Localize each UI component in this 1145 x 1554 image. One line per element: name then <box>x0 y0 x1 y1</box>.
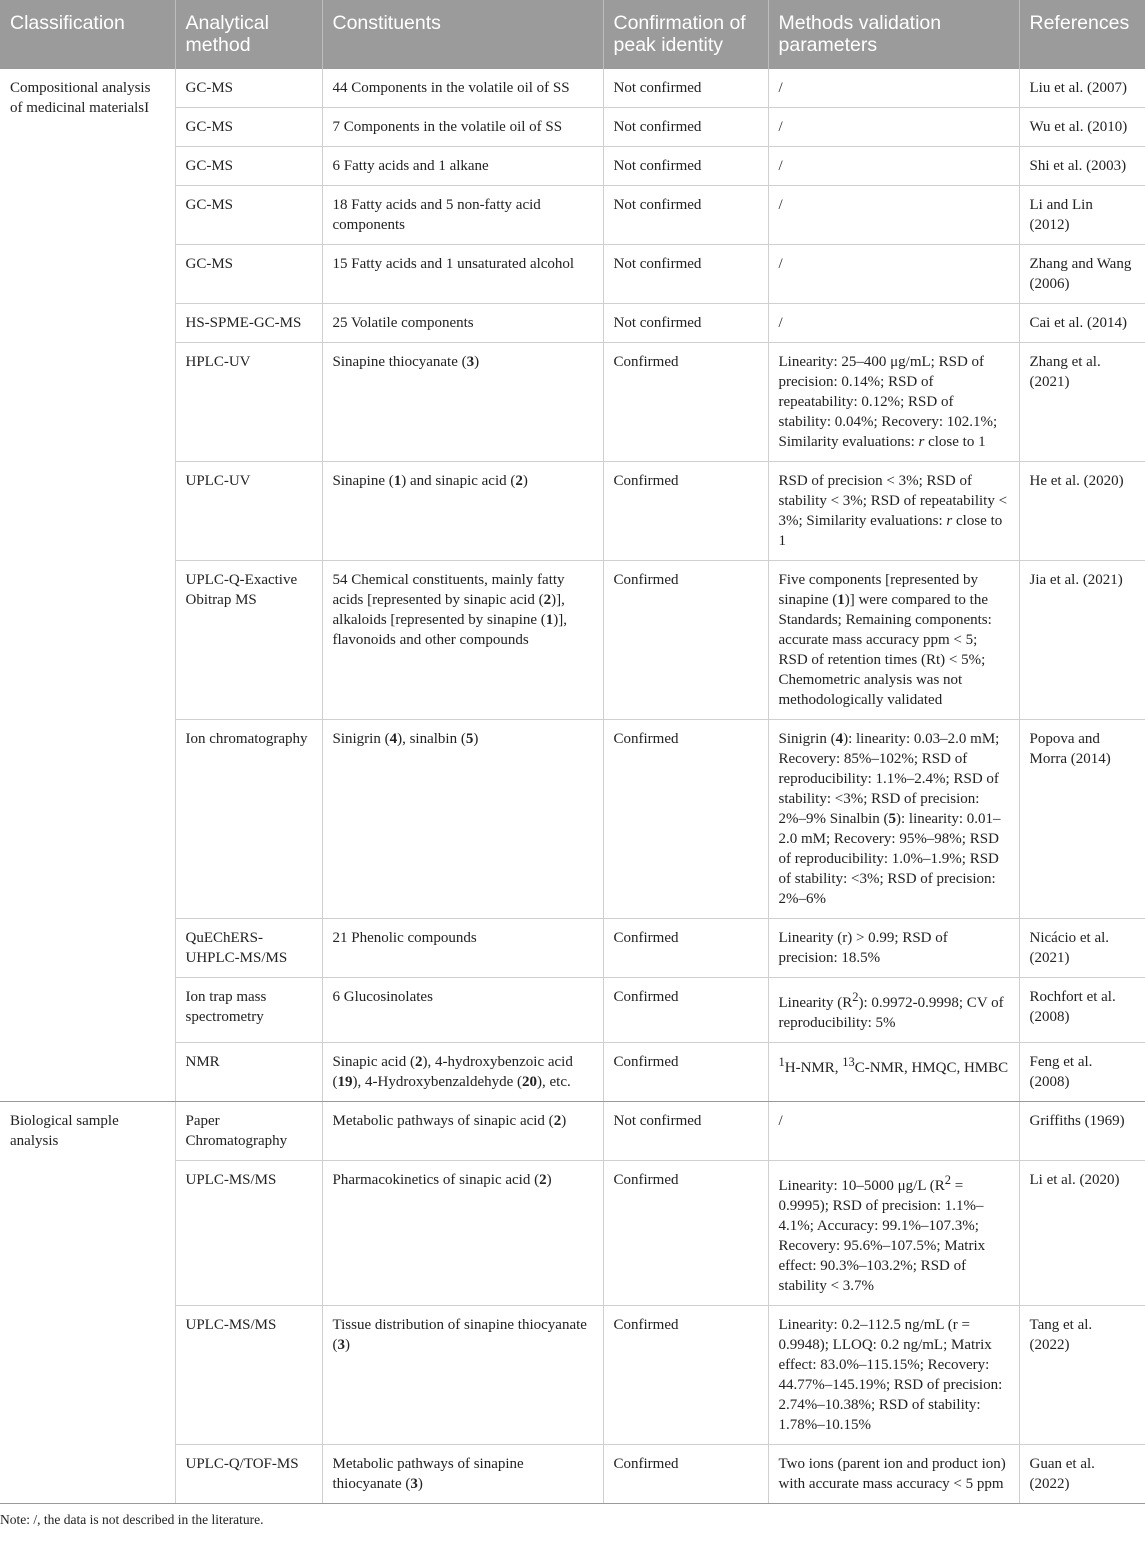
constituents-cell <box>322 978 603 1043</box>
compound-number: 5 <box>465 731 474 747</box>
validation-cell <box>768 1102 1019 1161</box>
validation-cell <box>768 147 1019 186</box>
text-segment: Linearity: 25–400 μg/mL; RSD of precision: 0.14%; RSD of repeatability: 0.12%; RSD of stability: 0.04%; Recovery: 102.1%; Similarity evaluations: <box>778 354 998 450</box>
validation-cell <box>768 1161 1019 1306</box>
compound-number: 2 <box>539 1172 547 1188</box>
text-segment: / <box>778 80 783 96</box>
text-segment: Five components [represented by sinapine ( <box>778 572 979 608</box>
reference-cell: Nicácio et al. (2021) <box>1019 919 1145 978</box>
superscript: 1 <box>778 1055 785 1069</box>
reference-cell: Zhang and Wang (2006) <box>1019 245 1145 304</box>
validation-cell <box>768 561 1019 720</box>
validation-cell <box>768 919 1019 978</box>
validation-cell <box>768 978 1019 1043</box>
confirmation-cell: Confirmed <box>603 561 768 720</box>
text-segment: ) and sinapic acid ( <box>401 473 516 489</box>
header-confirmation: Confirmation of peak identity <box>603 0 768 69</box>
text-segment: ), 4-hydroxybenzoic acid ( <box>332 1054 573 1090</box>
constituents-cell <box>322 186 603 245</box>
text-segment: ) <box>474 354 480 370</box>
text-segment: / <box>778 119 783 135</box>
text-segment: ): linearity: 0.01–2.0 mM; Recovery: 95%–98%; RSD of reproducibility: 1.0%–1.9%; RSD of stability: <3%; RSD of precision: 2%–6% <box>778 811 1001 907</box>
text-segment: H-NMR, <box>784 1060 843 1076</box>
confirmation-cell: Confirmed <box>603 919 768 978</box>
compound-number: 2 <box>414 1054 423 1070</box>
classification-cell: Compositional analysis of medicinal materialsI <box>0 69 175 1102</box>
confirmation-cell: Confirmed <box>603 462 768 561</box>
text-segment: ) <box>417 1476 423 1492</box>
table-row <box>0 1102 1145 1161</box>
text-segment: 25 Volatile components <box>332 315 474 331</box>
compound-number: 1 <box>837 592 845 608</box>
text-segment: r <box>946 513 953 529</box>
constituents-cell <box>322 1445 603 1504</box>
text-segment: ) <box>345 1337 350 1353</box>
text-segment: 18 Fatty acids and 5 non-fatty acid components <box>332 197 541 233</box>
table-note: Note: /, the data is not described in the literature. <box>0 1512 264 1527</box>
validation-cell <box>768 304 1019 343</box>
reference-cell: Griffiths (1969) <box>1019 1102 1145 1161</box>
text-segment: / <box>778 197 783 213</box>
text-segment: ) <box>561 1113 567 1129</box>
confirmation-cell: Confirmed <box>603 978 768 1043</box>
reference-cell: Wu et al. (2010) <box>1019 108 1145 147</box>
constituents-cell <box>322 1043 603 1102</box>
text-segment: RSD of precision < 3%; RSD of stability < 3%; RSD of repeatability < 3%; Similarity evaluations: <box>778 473 1008 529</box>
constituents-cell <box>322 1102 603 1161</box>
text-segment: / <box>778 256 783 272</box>
text-segment: ): 0.9972-0.9998; CV of reproducibility: 5% <box>778 995 1004 1031</box>
confirmation-cell: Confirmed <box>603 1043 768 1102</box>
table-row <box>0 69 1145 108</box>
text-segment: ) <box>522 473 528 489</box>
method-cell: Paper Chromatography <box>175 1102 322 1161</box>
reference-cell: Guan et al. (2022) <box>1019 1445 1145 1504</box>
compound-number: 19 <box>337 1074 353 1090</box>
superscript: 13 <box>842 1055 855 1069</box>
text-segment: Metabolic pathways of sinapic acid ( <box>332 1113 554 1129</box>
reference-cell: Jia et al. (2021) <box>1019 561 1145 720</box>
method-cell: UPLC-MS/MS <box>175 1161 322 1306</box>
text-segment: ): linearity: 0.03–2.0 mM; Recovery: 85%–102%; RSD of reproducibility: 1.1%–2.4%; RSD of stability: <3%; RSD of precision: 2%–9% Sinalbin ( <box>778 731 1000 827</box>
validation-cell <box>768 69 1019 108</box>
compound-number: 20 <box>522 1074 538 1090</box>
header-constituents: Constituents <box>322 0 603 69</box>
validation-cell <box>768 343 1019 462</box>
text-segment: )], alkaloids [represented by sinapine ( <box>332 592 565 628</box>
constituents-cell <box>322 720 603 919</box>
method-cell: UPLC-Q-Exactive Obitrap MS <box>175 561 322 720</box>
superscript: 2 <box>944 1173 951 1187</box>
method-cell: GC-MS <box>175 69 322 108</box>
method-cell: GC-MS <box>175 245 322 304</box>
text-segment: close to 1 <box>924 434 986 450</box>
validation-cell <box>768 1306 1019 1445</box>
validation-cell <box>768 1043 1019 1102</box>
confirmation-cell: Not confirmed <box>603 69 768 108</box>
text-segment: 21 Phenolic compounds <box>332 930 477 946</box>
text-segment: / <box>778 315 783 331</box>
text-segment: C-NMR, HMQC, HMBC <box>854 1060 1009 1076</box>
text-segment: close to 1 <box>778 513 1003 549</box>
reference-cell: He et al. (2020) <box>1019 462 1145 561</box>
confirmation-cell: Not confirmed <box>603 147 768 186</box>
text-segment: Sinigrin ( <box>778 731 836 747</box>
text-segment: Sinapic acid ( <box>332 1054 415 1070</box>
validation-cell <box>768 462 1019 561</box>
confirmation-cell: Not confirmed <box>603 1102 768 1161</box>
confirmation-cell: Confirmed <box>603 343 768 462</box>
text-segment: Pharmacokinetics of sinapic acid ( <box>332 1172 540 1188</box>
text-segment: / <box>778 158 783 174</box>
constituents-cell <box>322 69 603 108</box>
method-cell: HPLC-UV <box>175 343 322 462</box>
compound-number: 4 <box>389 731 398 747</box>
validation-cell <box>768 720 1019 919</box>
method-cell: GC-MS <box>175 108 322 147</box>
text-segment: ), 4-Hydroxybenzaldehyde ( <box>352 1074 523 1090</box>
validation-cell <box>768 245 1019 304</box>
text-segment: )] were compared to the Standards; Remaining components: accurate mass accuracy ppm < 5; RSD of retention times (Rt) < 5%; Chemometric analysis was not methodologically validated <box>778 592 992 708</box>
text-segment: Metabolic pathways of sinapine thiocyanate ( <box>332 1456 524 1492</box>
constituents-cell <box>322 919 603 978</box>
classification-cell: Biological sample analysis <box>0 1102 175 1504</box>
reference-cell: Popova and Morra (2014) <box>1019 720 1145 919</box>
text-segment: Linearity: 0.2–112.5 ng/mL (r = 0.9948); LLOQ: 0.2 ng/mL; Matrix effect: 83.0%–115.15%; Recovery: 44.77%–145.19%; RSD of precision: 2.74%–10.38%; RSD of stability: 1.78%–10.15% <box>778 1317 1003 1433</box>
reference-cell: Feng et al. (2008) <box>1019 1043 1145 1102</box>
text-segment: Tissue distribution of sinapine thiocyanate ( <box>332 1317 587 1353</box>
text-segment: Sinapine ( <box>332 473 394 489</box>
compound-number: 2 <box>543 592 552 608</box>
compound-number: 5 <box>888 811 896 827</box>
text-segment: 15 Fatty acids and 1 unsaturated alcohol <box>332 256 575 272</box>
constituents-cell <box>322 304 603 343</box>
text-segment: ), etc. <box>537 1074 571 1090</box>
reference-cell: Liu et al. (2007) <box>1019 69 1145 108</box>
text-segment: ), sinalbin ( <box>397 731 466 747</box>
header-analytical-method: Analytical method <box>175 0 322 69</box>
superscript: 2 <box>852 990 859 1004</box>
text-segment: Linearity (R <box>778 995 853 1011</box>
method-cell: GC-MS <box>175 186 322 245</box>
reference-cell: Li et al. (2020) <box>1019 1161 1145 1306</box>
text-segment: = 0.9995); RSD of precision: 1.1%–4.1%; Accuracy: 99.1%–107.3%; Recovery: 95.6%–107.5%; Matrix effect: 90.3%–103.2%; RSD of stability < 3.7% <box>778 1178 986 1294</box>
header-validation-parameters: Methods validation parameters <box>768 0 1019 69</box>
constituents-cell <box>322 245 603 304</box>
table-body <box>0 69 1145 1504</box>
constituents-cell <box>322 343 603 462</box>
constituents-cell <box>322 108 603 147</box>
confirmation-cell: Not confirmed <box>603 304 768 343</box>
compound-number: 1 <box>393 473 402 489</box>
compound-number: 4 <box>835 731 844 747</box>
method-cell: Ion chromatography <box>175 720 322 919</box>
reference-cell: Li and Lin (2012) <box>1019 186 1145 245</box>
text-segment: )], flavonoids and other compounds <box>332 612 568 648</box>
text-segment: / <box>778 1113 783 1129</box>
confirmation-cell: Confirmed <box>603 1161 768 1306</box>
confirmation-cell: Not confirmed <box>603 108 768 147</box>
compound-number: 3 <box>410 1476 418 1492</box>
method-cell: UPLC-UV <box>175 462 322 561</box>
reference-cell: Zhang et al. (2021) <box>1019 343 1145 462</box>
validation-cell <box>768 186 1019 245</box>
text-segment: ) <box>546 1172 552 1188</box>
constituents-cell <box>322 147 603 186</box>
text-segment: 44 Components in the volatile oil of SS <box>332 80 570 96</box>
text-segment: r <box>918 434 925 450</box>
header-references: References <box>1019 0 1145 69</box>
text-segment: Linearity: 10–5000 μg/L (R <box>778 1178 945 1194</box>
text-segment: 7 Components in the volatile oil of SS <box>332 119 563 135</box>
constituents-cell <box>322 1306 603 1445</box>
validation-cell <box>768 108 1019 147</box>
text-segment: Sinigrin ( <box>332 731 390 747</box>
method-cell: HS-SPME-GC-MS <box>175 304 322 343</box>
confirmation-cell: Confirmed <box>603 720 768 919</box>
reference-cell: Cai et al. (2014) <box>1019 304 1145 343</box>
method-cell: Ion trap mass spectrometry <box>175 978 322 1043</box>
compound-number: 2 <box>515 473 523 489</box>
reference-cell: Tang et al. (2022) <box>1019 1306 1145 1445</box>
validation-cell <box>768 1445 1019 1504</box>
text-segment: ) <box>473 731 479 747</box>
method-cell: UPLC-Q/TOF-MS <box>175 1445 322 1504</box>
confirmation-cell: Confirmed <box>603 1445 768 1504</box>
constituents-cell <box>322 1161 603 1306</box>
compound-number: 1 <box>545 612 554 628</box>
header-classification: Classification <box>0 0 175 69</box>
text-segment: Sinapine thiocyanate ( <box>332 354 467 370</box>
method-cell: QuEChERS-UHPLC-MS/MS <box>175 919 322 978</box>
text-segment: 6 Glucosinolates <box>332 989 433 1005</box>
compound-number: 3 <box>466 354 475 370</box>
constituents-cell <box>322 462 603 561</box>
text-segment: 54 Chemical constituents, mainly fatty acids [represented by sinapic acid ( <box>332 572 565 608</box>
compound-number: 3 <box>337 1337 345 1353</box>
confirmation-cell: Not confirmed <box>603 186 768 245</box>
compound-number: 2 <box>553 1113 562 1129</box>
method-cell: GC-MS <box>175 147 322 186</box>
header-row <box>0 0 1145 69</box>
text-segment: Two ions (parent ion and product ion) with accurate mass accuracy < 5 ppm <box>778 1456 1006 1492</box>
reference-cell: Rochfort et al. (2008) <box>1019 978 1145 1043</box>
text-segment: 6 Fatty acids and 1 alkane <box>332 158 489 174</box>
reference-cell: Shi et al. (2003) <box>1019 147 1145 186</box>
confirmation-cell: Not confirmed <box>603 245 768 304</box>
text-segment: Linearity (r) > 0.99; RSD of precision: 18.5% <box>778 930 948 966</box>
constituents-cell <box>322 561 603 720</box>
method-cell: NMR <box>175 1043 322 1102</box>
confirmation-cell: Confirmed <box>603 1306 768 1445</box>
method-cell: UPLC-MS/MS <box>175 1306 322 1445</box>
